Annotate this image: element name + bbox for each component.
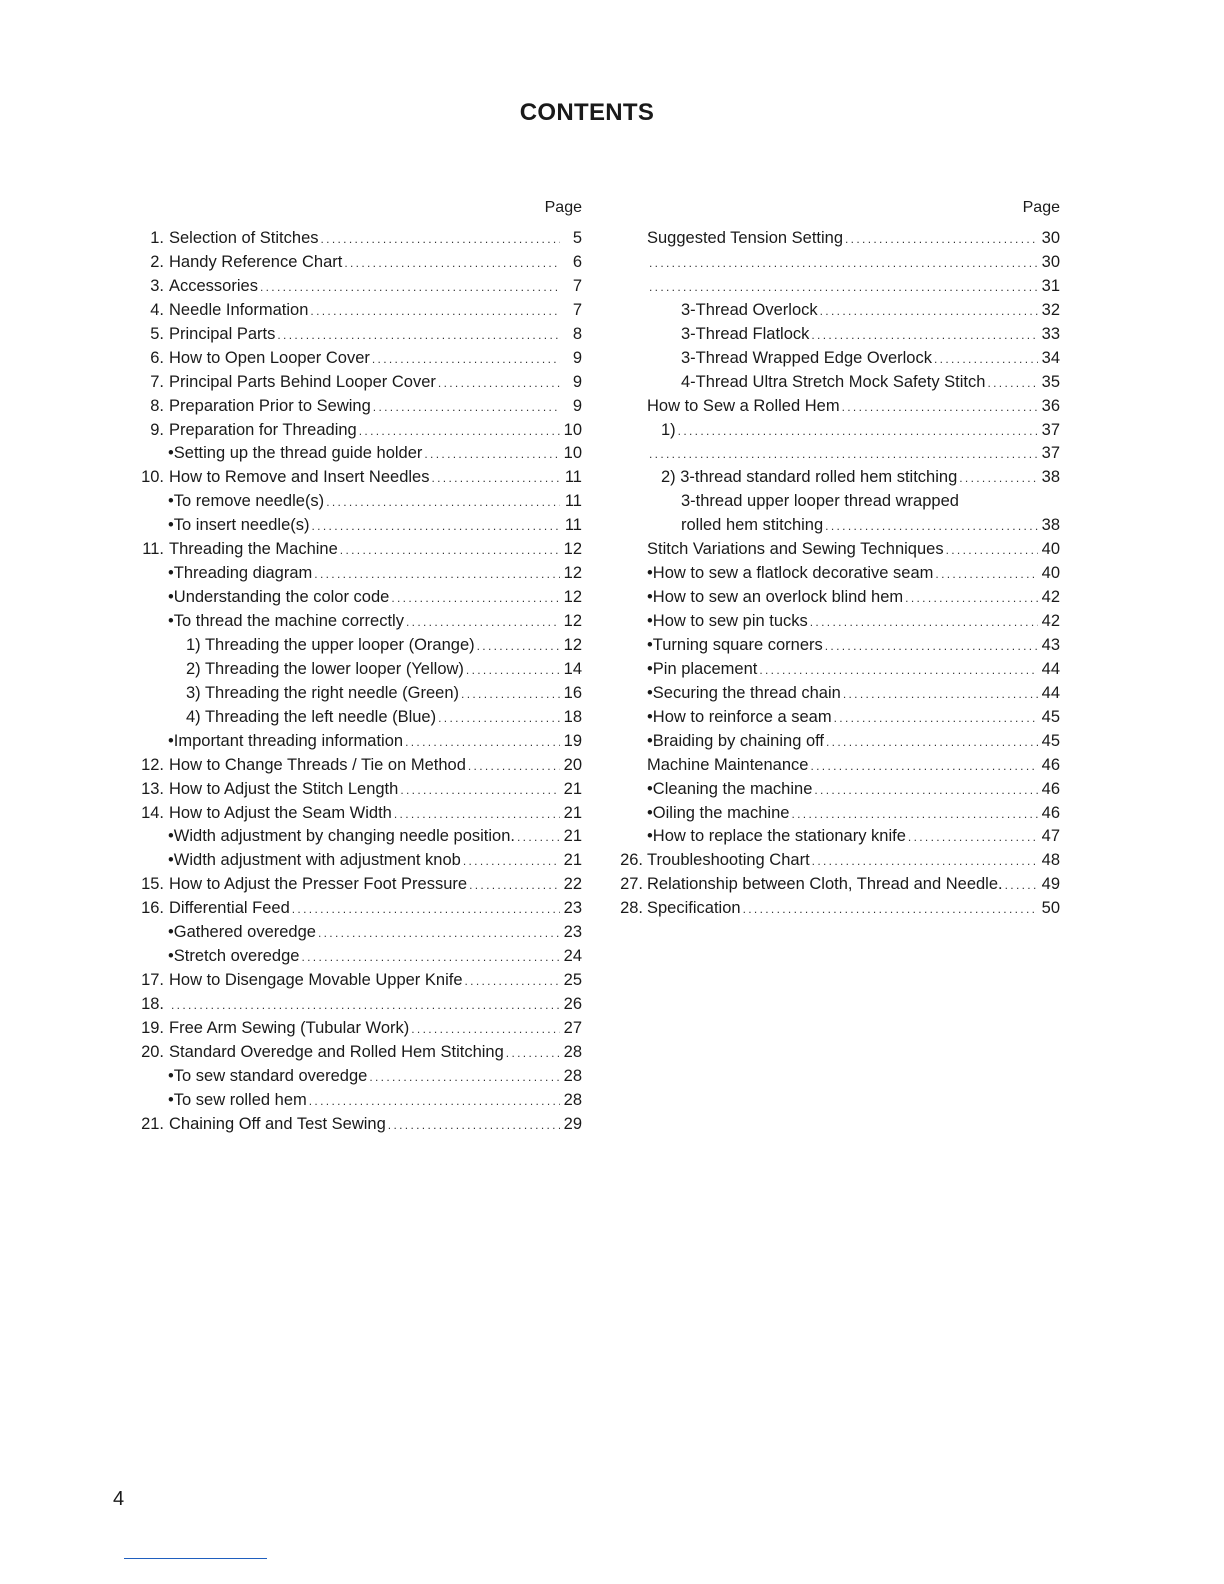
dot-leader	[812, 849, 1038, 874]
toc-entry-label: 3) Threading the right needle (Green)	[186, 683, 460, 702]
toc-entry[interactable]	[140, 562, 582, 586]
toc-entry[interactable]	[617, 466, 1060, 490]
toc-entry-page: 43	[1041, 635, 1060, 654]
toc-entry-number: 19.	[141, 1018, 164, 1037]
toc-entry-label: How to Adjust the Presser Foot Pressure	[169, 875, 468, 894]
toc-entry-number: 4.	[150, 300, 164, 319]
toc-entry[interactable]	[140, 395, 582, 419]
toc-entry[interactable]	[617, 251, 1060, 275]
toc-entry-label: Machine Maintenance	[647, 755, 809, 774]
dot-leader	[431, 466, 560, 491]
toc-entry-page: 30	[1041, 252, 1060, 271]
dot-leader	[321, 227, 561, 252]
toc-entry-label: 3-Thread Wrapped Edge Overlock	[681, 348, 932, 367]
toc-entry-label: •Stretch overedge	[168, 947, 300, 966]
toc-entry-label: •To sew rolled hem	[168, 1090, 307, 1109]
dot-leader	[825, 514, 1038, 539]
toc-entry-page: 11	[564, 516, 582, 535]
toc-entry[interactable]	[140, 825, 582, 849]
dot-leader	[506, 1041, 560, 1066]
toc-entry-page: 7	[572, 276, 582, 295]
dot-leader	[946, 538, 1038, 563]
toc-entry[interactable]	[140, 802, 582, 826]
toc-entry-label: 1)	[661, 420, 676, 439]
page-number: 4	[113, 1488, 125, 1510]
toc-entry-page: 12	[563, 564, 582, 583]
toc-entry[interactable]	[140, 993, 582, 1017]
toc-entry-label: •How to sew an overlock blind hem	[647, 588, 904, 607]
toc-entry-label: Suggested Tension Setting	[647, 229, 844, 247]
toc-entry[interactable]	[617, 849, 1060, 873]
toc-entry-label: •Threading diagram	[168, 564, 313, 583]
toc-entry-label: How to Adjust the Seam Width	[169, 803, 392, 822]
toc-entry-page: 38	[1041, 516, 1060, 535]
toc-entry-page: 46	[1041, 803, 1060, 822]
toc-entry-page: 16	[563, 683, 582, 702]
dot-leader	[843, 682, 1038, 707]
dot-leader	[810, 754, 1038, 779]
toc-entry[interactable]	[617, 299, 1060, 323]
page-title: CONTENTS	[519, 99, 655, 126]
toc-entry-page: 34	[1041, 348, 1060, 367]
toc-entry[interactable]	[140, 1113, 582, 1137]
toc-entry-page: 23	[563, 923, 582, 942]
toc-entry-label: Accessories	[169, 276, 258, 295]
toc-entry-number: 18.	[141, 995, 164, 1013]
toc-entry[interactable]	[140, 442, 582, 466]
toc-entry-page: 30	[1041, 229, 1060, 247]
toc-entry-label: 2) Threading the lower looper (Yellow)	[186, 659, 464, 678]
toc-entry-label: •How to replace the stationary knife	[647, 827, 906, 846]
toc-entry-label: 3-Thread Flatlock	[681, 324, 810, 343]
toc-entry-label: •Securing the thread chain	[647, 683, 841, 702]
toc-entry-label: Threading the Machine	[169, 540, 338, 559]
toc-entry[interactable]	[617, 586, 1060, 610]
toc-entry[interactable]	[140, 1089, 582, 1113]
toc-entry-label: •To thread the machine correctly	[168, 612, 404, 630]
contents-column-left	[140, 197, 582, 1137]
toc-entry-label: •To remove needle(s)	[168, 492, 325, 511]
toc-entry-page: 31	[1041, 276, 1060, 295]
dot-leader	[814, 778, 1038, 803]
toc-entry[interactable]	[617, 347, 1060, 371]
toc-entry[interactable]	[617, 442, 1060, 466]
toc-entry-number: 26.	[620, 851, 643, 870]
toc-entry-page: 48	[1041, 851, 1060, 870]
dot-leader	[678, 419, 1038, 444]
toc-entry-label: Needle Information	[169, 300, 309, 319]
toc-entry-label: Selection of Stitches	[169, 229, 319, 247]
toc-entry-number: 13.	[141, 779, 164, 798]
toc-entry-page: 28	[563, 1090, 582, 1109]
toc-entry-page: 21	[563, 851, 582, 870]
toc-entry[interactable]	[140, 897, 582, 921]
toc-entry[interactable]	[617, 873, 1060, 897]
toc-entry-label: 3-Thread Overlock	[681, 300, 818, 319]
page-column-header: Page	[544, 199, 582, 216]
toc-entry-label: Chaining Off and Test Sewing	[169, 1114, 386, 1133]
toc-entry-number: 11.	[142, 540, 164, 559]
toc-entry-number: 15.	[141, 875, 164, 894]
dot-leader	[326, 490, 560, 515]
toc-entry[interactable]	[617, 610, 1060, 634]
toc-entry-label: •How to sew pin tucks	[647, 612, 808, 630]
dot-leader	[811, 323, 1038, 348]
toc-entry-number: 5.	[150, 324, 164, 343]
toc-entry-label: 4) Threading the left needle (Blue)	[186, 707, 437, 726]
toc-entry-page: 45	[1041, 731, 1060, 750]
dot-leader	[359, 419, 560, 444]
toc-entry-page: 46	[1041, 779, 1060, 798]
dot-leader	[477, 634, 560, 659]
dot-leader	[465, 969, 561, 994]
dot-leader	[260, 275, 560, 300]
toc-entry-page: 46	[1041, 755, 1060, 774]
toc-entry[interactable]	[140, 849, 582, 873]
toc-entry-page: 5	[572, 229, 582, 247]
dot-leader	[340, 538, 560, 563]
toc-entry[interactable]	[140, 419, 582, 443]
dot-leader	[469, 873, 560, 898]
toc-entry-page: 35	[1041, 372, 1060, 391]
dot-leader	[825, 634, 1038, 659]
toc-entry-label: •Pin placement	[647, 659, 758, 678]
toc-entry[interactable]	[617, 825, 1060, 849]
toc-list-right	[617, 227, 1060, 921]
toc-entry[interactable]	[140, 634, 582, 658]
dot-leader	[649, 251, 1038, 276]
toc-entry-page: 47	[1041, 827, 1060, 846]
toc-entry-number: 10.	[141, 468, 164, 487]
toc-entry-page: 29	[563, 1114, 582, 1133]
toc-entry-page: 9	[572, 396, 582, 415]
toc-entry-label: 4-Thread Ultra Stretch Mock Safety Stitch	[681, 372, 986, 391]
toc-entry[interactable]	[140, 251, 582, 275]
toc-entry[interactable]	[617, 419, 1060, 443]
toc-entry-label: •Cleaning the machine	[647, 779, 813, 798]
toc-entry-label: Troubleshooting Chart	[647, 851, 810, 870]
toc-entry-page: 18	[563, 707, 582, 726]
dot-leader	[405, 730, 560, 755]
toc-entry-number: 14.	[141, 803, 164, 822]
dot-leader	[391, 586, 560, 611]
toc-entry-number: 21.	[141, 1114, 164, 1133]
toc-entry-number: 9.	[150, 420, 164, 439]
toc-entry[interactable]	[140, 227, 582, 251]
toc-entry-page: 42	[1041, 588, 1060, 607]
dot-leader	[842, 395, 1038, 420]
dot-leader	[959, 466, 1038, 491]
toc-entry-page: 36	[1041, 396, 1060, 415]
toc-entry[interactable]	[617, 562, 1060, 586]
dot-leader	[845, 227, 1038, 252]
dot-leader	[406, 610, 560, 635]
toc-entry-label: •How to reinforce a seam	[647, 707, 832, 726]
toc-entry-label: How to Remove and Insert Needles	[169, 468, 430, 487]
toc-entry-label: Handy Reference Chart	[169, 252, 343, 271]
toc-entry-page: 26	[563, 995, 582, 1013]
toc-entry-page: 27	[563, 1018, 582, 1037]
toc-entry[interactable]	[617, 778, 1060, 802]
toc-entry-page: 21	[563, 827, 582, 846]
toc-entry-label: 1) Threading the upper looper (Orange)	[186, 635, 475, 654]
toc-entry[interactable]	[617, 682, 1060, 706]
toc-entry-number: 27.	[620, 875, 643, 894]
dot-leader	[400, 778, 560, 803]
toc-entry[interactable]	[140, 921, 582, 945]
toc-entry-page: 9	[572, 372, 582, 391]
toc-entry[interactable]	[140, 490, 582, 514]
toc-entry[interactable]	[140, 730, 582, 754]
toc-entry[interactable]	[140, 371, 582, 395]
toc-entry[interactable]	[617, 227, 1060, 251]
dot-leader	[277, 323, 560, 348]
toc-entry-number: 7.	[150, 372, 164, 391]
dot-leader	[1005, 873, 1038, 898]
toc-entry-page: 45	[1041, 707, 1060, 726]
dot-leader	[373, 395, 560, 420]
toc-entry-label: •Oiling the machine	[647, 803, 790, 822]
toc-entry-page: 24	[563, 947, 582, 966]
toc-entry[interactable]	[140, 586, 582, 610]
toc-entry[interactable]	[140, 969, 582, 993]
toc-entry[interactable]	[140, 466, 582, 490]
toc-entry[interactable]	[140, 778, 582, 802]
toc-entry-label: Free Arm Sewing (Tubular Work)	[169, 1018, 410, 1037]
toc-entry[interactable]	[617, 514, 1060, 538]
toc-entry-number: 20.	[141, 1042, 164, 1061]
toc-entry-label: Relationship between Cloth, Thread and Needle.	[647, 875, 1003, 894]
toc-entry-page: 20	[563, 755, 582, 774]
toc-entry-label: Specification	[647, 899, 741, 918]
toc-entry-label: How to Adjust the Stitch Length	[169, 779, 399, 798]
toc-entry[interactable]	[140, 347, 582, 371]
toc-entry[interactable]	[140, 1065, 582, 1089]
toc-entry[interactable]	[617, 897, 1060, 921]
toc-entry-page: 9	[572, 348, 582, 367]
toc-entry-label: Preparation for Threading	[169, 420, 357, 439]
toc-entry-page: 32	[1041, 300, 1060, 319]
toc-entry-number: 1.	[150, 229, 164, 247]
dot-leader	[318, 921, 560, 946]
dot-leader	[759, 658, 1038, 683]
toc-entry-page: 40	[1041, 564, 1060, 583]
toc-entry-page: 7	[572, 300, 582, 319]
toc-entry-number: 28.	[620, 899, 643, 918]
dot-leader	[934, 347, 1038, 372]
toc-entry[interactable]	[617, 802, 1060, 826]
dot-leader	[411, 1017, 560, 1042]
dot-leader	[466, 658, 560, 683]
toc-entry-page: 21	[563, 779, 582, 798]
toc-entry-page: 23	[563, 899, 582, 918]
toc-entry-label: •How to sew a flatlock decorative seam	[647, 564, 934, 583]
footer-link-underline	[124, 1558, 267, 1559]
toc-entry-label: •To insert needle(s)	[168, 516, 310, 535]
toc-entry[interactable]	[617, 490, 1060, 514]
toc-entry[interactable]	[140, 682, 582, 706]
dot-leader	[310, 299, 560, 324]
toc-entry-page: 28	[563, 1066, 582, 1085]
toc-entry[interactable]	[617, 658, 1060, 682]
toc-entry-label: rolled hem stitching	[681, 516, 824, 535]
toc-entry-page: 33	[1041, 324, 1060, 343]
toc-entry-label: •Width adjustment with adjustment knob	[168, 851, 461, 870]
toc-entry-label: How to Sew a Rolled Hem	[647, 396, 840, 415]
toc-entry-label: •Turning square corners	[647, 635, 823, 654]
dot-leader	[810, 610, 1038, 635]
toc-entry-page: 10	[563, 420, 582, 439]
toc-entry[interactable]	[140, 323, 582, 347]
contents-column-right	[617, 197, 1060, 921]
toc-entry[interactable]	[617, 730, 1060, 754]
dot-leader	[468, 754, 560, 779]
dot-leader	[820, 299, 1038, 324]
toc-entry-page: 50	[1041, 899, 1060, 918]
dot-leader	[461, 682, 560, 707]
toc-entry-label: Differential Feed	[169, 899, 290, 918]
toc-entry-page: 21	[563, 803, 582, 822]
toc-entry-label: •To sew standard overedge	[168, 1066, 368, 1085]
toc-entry[interactable]	[617, 538, 1060, 562]
toc-entry-label: How to Open Looper Cover	[169, 348, 370, 367]
dot-leader	[394, 802, 560, 827]
dot-leader	[463, 849, 560, 874]
toc-entry-label: Preparation Prior to Sewing	[169, 396, 371, 415]
dot-leader	[171, 993, 560, 1018]
dot-leader	[438, 371, 560, 396]
toc-entry-label: •Important threading information	[168, 731, 404, 750]
toc-entry-label: •Understanding the color code	[168, 588, 390, 607]
dot-leader	[372, 347, 560, 372]
toc-entry-number: 12.	[141, 755, 164, 774]
toc-entry[interactable]	[140, 1017, 582, 1041]
toc-entry[interactable]	[140, 873, 582, 897]
toc-entry-label: •Gathered overedge	[168, 923, 316, 942]
toc-entry-page: 12	[563, 540, 582, 559]
toc-entry-label: Principal Parts	[169, 324, 276, 343]
toc-entry[interactable]	[140, 538, 582, 562]
toc-entry[interactable]	[140, 299, 582, 323]
toc-list-left	[140, 227, 582, 1137]
toc-entry-page: 14	[563, 659, 582, 678]
dot-leader	[905, 586, 1038, 611]
dot-leader	[344, 251, 560, 276]
toc-entry-label: 3-thread upper looper thread wrapped	[681, 492, 959, 511]
dot-leader	[834, 706, 1038, 731]
toc-entry[interactable]	[140, 610, 582, 634]
toc-entry-number: 3.	[150, 276, 164, 295]
toc-entry[interactable]	[140, 275, 582, 299]
toc-entry-number: 16.	[141, 899, 164, 918]
toc-entry[interactable]	[617, 275, 1060, 299]
dot-leader	[369, 1065, 560, 1090]
toc-entry[interactable]	[617, 634, 1060, 658]
toc-entry-page: 22	[563, 875, 582, 894]
toc-entry-page: 12	[563, 635, 582, 654]
toc-entry[interactable]	[617, 395, 1060, 419]
toc-entry-number: 6.	[150, 348, 164, 367]
toc-entry[interactable]	[140, 754, 582, 778]
toc-entry-page: 42	[1041, 612, 1060, 630]
toc-entry[interactable]	[140, 706, 582, 730]
dot-leader	[312, 514, 560, 539]
toc-entry-page: 8	[572, 324, 582, 343]
dot-leader	[388, 1113, 560, 1138]
toc-entry-page: 37	[1041, 444, 1060, 463]
dot-leader	[309, 1089, 560, 1114]
dot-leader	[649, 442, 1038, 467]
toc-entry[interactable]	[140, 658, 582, 682]
toc-entry-page: 38	[1041, 468, 1060, 487]
toc-entry-page: 11	[564, 468, 582, 487]
toc-entry-page: 40	[1041, 540, 1060, 559]
dot-leader	[438, 706, 560, 731]
dot-leader	[791, 802, 1038, 827]
dot-leader	[292, 897, 560, 922]
page-column-header: Page	[1022, 199, 1060, 216]
toc-entry-label: •Setting up the thread guide holder	[168, 444, 423, 463]
toc-entry-page: 11	[564, 492, 582, 511]
dot-leader	[424, 442, 560, 467]
toc-entry-label: Standard Overedge and Rolled Hem Stitching	[169, 1042, 504, 1061]
dot-leader	[908, 825, 1038, 850]
toc-entry-label: How to Change Threads / Tie on Method	[169, 755, 466, 774]
toc-entry-label: Stitch Variations and Sewing Techniques	[647, 540, 944, 559]
dot-leader	[935, 562, 1038, 587]
dot-leader	[301, 945, 560, 970]
toc-entry[interactable]	[617, 706, 1060, 730]
toc-entry-page: 19	[563, 731, 582, 750]
toc-entry-page: 12	[563, 588, 582, 607]
dot-leader	[314, 562, 560, 587]
toc-entry-page: 44	[1041, 683, 1060, 702]
toc-entry-page: 10	[563, 444, 582, 463]
dot-leader	[987, 371, 1038, 396]
toc-entry-number: 2.	[150, 252, 164, 271]
toc-entry[interactable]	[140, 945, 582, 969]
dot-leader	[743, 897, 1038, 922]
toc-entry-label: 2) 3-thread standard rolled hem stitching	[661, 468, 958, 487]
toc-entry-page: 49	[1041, 875, 1060, 894]
dot-leader	[517, 825, 560, 850]
toc-entry-page: 37	[1041, 420, 1060, 439]
toc-entry-page: 6	[572, 252, 582, 271]
dot-leader	[826, 730, 1038, 755]
dot-leader	[649, 275, 1038, 300]
toc-entry-number: 17.	[141, 971, 164, 990]
toc-entry-label: How to Disengage Movable Upper Knife	[169, 971, 463, 990]
toc-entry-label: •Width adjustment by changing needle position.	[168, 827, 515, 846]
toc-entry-label: •Braiding by chaining off	[647, 731, 825, 750]
toc-entry-label: Principal Parts Behind Looper Cover	[169, 372, 436, 391]
toc-entry-page: 44	[1041, 659, 1060, 678]
toc-entry-number: 8.	[150, 396, 164, 415]
toc-entry-page: 12	[563, 612, 582, 630]
toc-entry-page: 28	[563, 1042, 582, 1061]
toc-entry-page: 25	[563, 971, 582, 990]
toc-entry[interactable]	[140, 514, 582, 538]
toc-entry[interactable]	[617, 323, 1060, 347]
toc-entry[interactable]	[617, 754, 1060, 778]
toc-entry[interactable]	[617, 371, 1060, 395]
toc-entry[interactable]	[140, 1041, 582, 1065]
